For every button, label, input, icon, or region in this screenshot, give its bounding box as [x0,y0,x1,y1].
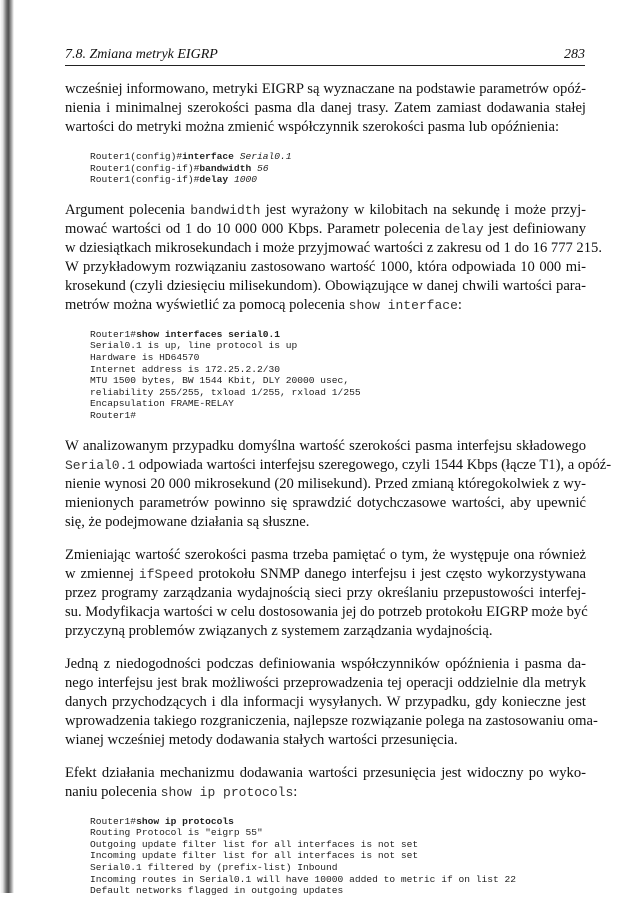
code-line [90,885,586,897]
text-segment: danych przychodzących i dla informacji wysyłanych. W przypadku, gdy konieczne jest [65,693,586,710]
code-line [90,151,586,163]
text-segment: Jedną z niedogodności podczas definiowania współczynników opóźnienia i pasma da- [65,655,586,672]
code-line [90,410,586,422]
text-segment: su. Modyfikacja wartości w celu dostosowania jej do potrzeb protokołu EIGRP może być [65,603,588,620]
text-segment: Argument polecenia [65,201,191,218]
text-segment: Encapsulation FRAME-RELAY [90,398,234,410]
text-segment: : [457,296,462,313]
code-line [90,329,586,341]
text-line [65,220,586,239]
text-segment: 56 [256,162,269,174]
text-line [65,80,586,99]
text-segment: mować wartości od 1 do 10 000 000 Kbps. Parametr polecenia [65,220,445,237]
text-line [65,622,586,641]
code-line [90,364,586,376]
text-line [65,655,586,674]
text-line [65,494,586,513]
inline-code: show interface [348,297,458,313]
text-segment: wartości do metryki można zmienić współczynnik szerokości pasma lub opóźnienia: [65,119,560,135]
command-text: interface [182,151,234,162]
text-segment: Incoming routes in Serial0.1 will have 10000 added to metric if on list 22 [90,873,517,885]
code-listing [90,151,586,186]
text-line [65,693,586,712]
command-text: delay [199,174,229,186]
text-segment: Serial0.1 [239,151,292,162]
text-segment: nienia i minimalnej szerokości pasma dla danej trasy. Zatem zamiast dodawania stałej [65,100,586,116]
inline-code: ifSpeed [138,566,194,582]
text-segment: naniu polecenia [65,783,161,800]
text-segment: protokołu SNMP danego interfejsu i jest często wykorzystywana [193,565,586,582]
text-segment: w dziesiątkach mikrosekundach i może przyjmować wartości z zakresu od 1 do 16 777 215. [65,239,602,256]
text-line [65,296,586,315]
text-segment: metrów można wyświetlić za pomocą polecenia [65,296,349,313]
code-line [90,387,586,399]
text-segment: Efekt działania mechanizmu dodawania wartości przesunięcia jest widoczny po wyko- [65,764,586,781]
text-segment: jest definiowany [483,220,586,237]
inline-code: Serial0.1 [65,457,136,473]
text-segment: wianej wcześniej metody dodawania stałych wartości przesunięcia. [65,731,458,748]
text-segment: się, że podejmowane działania są słuszne. [65,513,310,530]
text-segment: Zmieniając wartość szerokości pasma trzeba pamiętać o tym, że występuje ona również [65,546,586,563]
book-binding-shadow [0,0,14,893]
text-segment: wcześniej informowano, metryki EIGRP są wyznaczane na podstawie parametrów opóź- [65,81,586,97]
code-line [90,862,586,874]
text-line [65,764,586,783]
paragraph [65,437,612,532]
text-line [65,99,586,118]
text-line [65,584,586,603]
text-line [65,201,586,220]
text-line [65,258,586,277]
paragraph [65,764,586,802]
text-segment: Serial0.1 filtered by (prefix-list) Inbound [90,861,338,873]
command-text: show interfaces serial0.1 [136,328,280,340]
text-segment: Router1(config-if)# [90,174,200,186]
code-listing [90,329,586,422]
text-line [65,277,586,296]
text-segment: reliability 255/255, txload 1/255, rxload 1/255 [90,386,361,398]
code-line [90,375,586,387]
text-line [65,475,586,494]
command-text: bandwidth [199,162,252,174]
text-segment: nego interfejsu jest brak możliwości przeprowadzenia tej operacji oddzielnie dla metryk [65,674,586,691]
code-line [90,850,586,862]
code-line [90,827,586,839]
text-segment: Default networks flagged in outgoing updates [90,885,344,897]
code-listing [90,816,586,897]
paragraph [65,201,602,315]
text-line [65,565,586,584]
text-segment: : [293,783,298,800]
text-line [65,118,586,137]
text-segment: MTU 1500 bytes, BW 1544 Kbit, DLY 20000 usec, [90,375,350,387]
text-line [65,603,586,622]
running-header [65,47,585,66]
code-line [90,163,586,175]
inline-code: show ip protocols [160,784,294,800]
text-segment: Outgoing update filter list for all interfaces is not set [90,838,419,850]
text-segment: 1000 [233,174,257,186]
inline-code: delay [444,221,484,237]
text-segment: wprowadzenia takiego rozgraniczenia, najlepsze rozwiązanie polega na zastosowaniu oma- [65,712,598,729]
text-line [65,239,602,258]
text-segment: Router1# [90,815,137,827]
text-segment: Serial0.1 is up, line protocol is up [90,340,298,352]
code-line [90,816,586,828]
text-segment: odpowiada wartości interfejsu szeregowego, czyli 1544 Kbps (łącze T1), a opóź- [135,456,612,473]
text-segment: Router1(config)# [90,151,183,162]
text-segment: Hardware is HD64570 [90,351,200,363]
page-number: 283 [564,47,585,62]
inline-code: bandwidth [190,202,261,218]
paragraph [65,655,598,750]
text-segment: W przykładowym rozwiązaniu zastosowano wartość 1000, która odpowiada 10 000 mi- [65,258,586,275]
text-line [65,513,586,532]
text-line [65,712,598,731]
code-line [90,352,586,364]
code-line [90,839,586,851]
page-body [65,80,612,912]
text-line [65,783,586,802]
text-segment: w zmiennej [65,565,139,582]
code-line [90,874,586,886]
text-segment: Router1# [90,409,137,421]
text-segment: W analizowanym przypadku domyślna wartość szerokości pasma interfejsu składowego [65,437,586,454]
chapter-title: 7.8. Zmiana metryk EIGRP [65,47,218,62]
code-line [90,340,586,352]
code-line [90,398,586,410]
text-segment: przyczyną problemów związanych z systemem zarządzania wydajnością. [65,622,493,639]
code-line [90,174,586,186]
text-line [65,437,586,456]
text-line [65,731,586,750]
command-text: show ip protocols [136,815,234,827]
text-segment: mienionych parametrów powinno się sprawdzić dotychczasowe wartości, aby upewnić [65,494,586,511]
text-segment: nienie wynosi 20 000 mikrosekund (20 milisekund). Przed zmianą któregokolwiek z wy- [65,475,586,492]
text-line [65,674,586,693]
text-segment: Incoming update filter list for all interfaces is not set [90,850,419,862]
text-segment: krosekund (czyli dziesięciu milisekundom). Obowiązujące w danej chwili wartości para- [65,277,586,294]
text-segment: Router1(config-if)# [90,162,200,174]
paragraph [65,80,586,137]
text-segment: przez programy zarządzania wydajnością sieci przy określaniu przepustowości interfej- [65,584,586,601]
text-segment: Routing Protocol is "eigrp 55" [90,827,263,839]
paragraph [65,546,586,641]
text-segment: Router1# [90,328,137,340]
text-line [65,456,612,475]
text-line [65,546,586,565]
text-segment: jest wyrażony w kilobitach na sekundę i może przyj- [260,201,586,218]
text-segment: Internet address is 172.25.2.2/30 [90,363,280,375]
